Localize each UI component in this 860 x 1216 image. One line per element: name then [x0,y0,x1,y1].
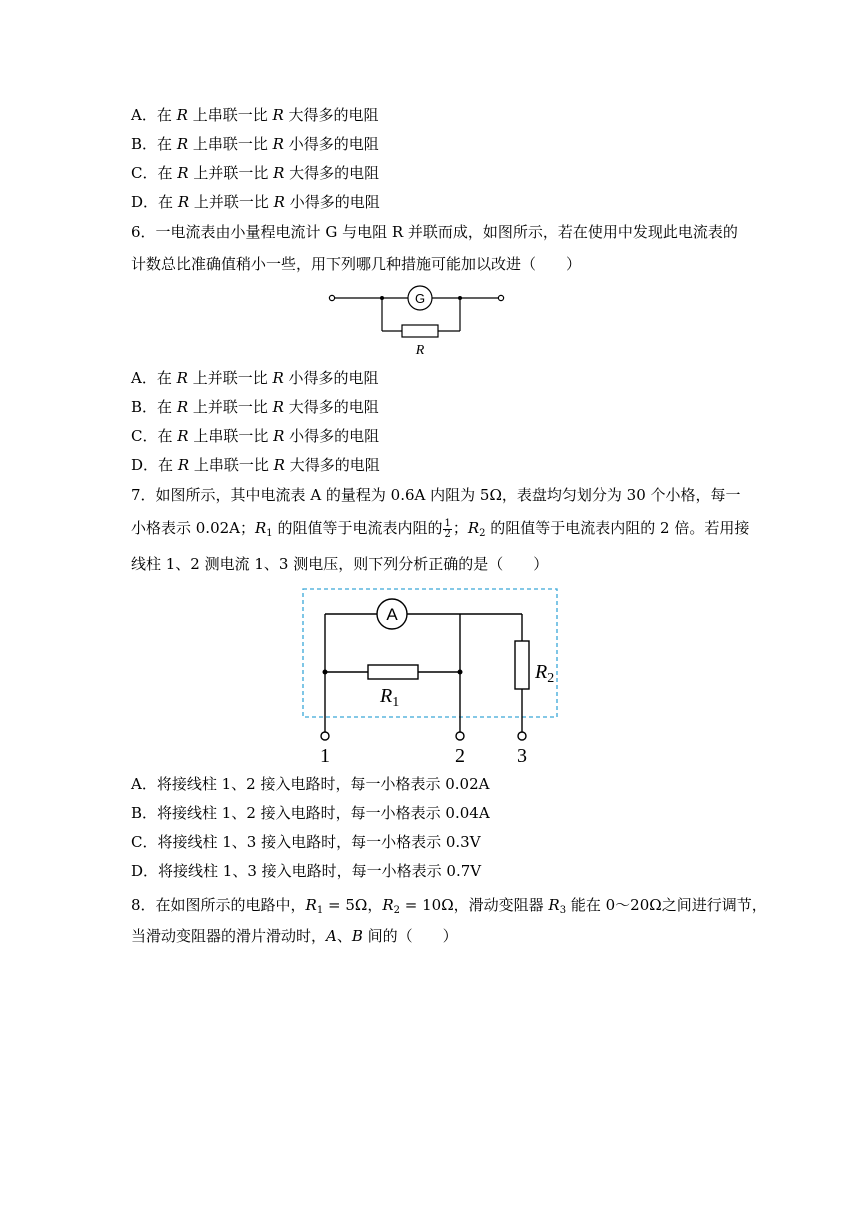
q6-option-b: B．在 R 上并联一比 R 大得多的电阻 [131,398,379,416]
q7-option-d: D．将接线柱 1、3 接入电路时，每一小格表示 0.7V [131,862,482,880]
one-half-fraction: $\frac{1}{2}$ [444,517,451,540]
q8-stem-line1: 8．在如图所示的电路中，$R_1 = 5\Omega$，$R_2 = 10\Omega$，滑动变阻器 $R_3$ 能在 0～20Ω之间进行调节， [131,896,767,916]
q5-option-d: D．在 R 上并联一比 R 小得多的电阻 [131,193,380,211]
q6-option-d: D．在 R 上串联一比 R 大得多的电阻 [131,456,380,474]
q5-option-b: B．在 R 上串联一比 R 小得多的电阻 [131,135,379,153]
q6-stem-line1: 6．一电流表由小量程电流计 G 与电阻 R 并联而成，如图所示，若在使用中发现此电流表的 [131,223,738,241]
q6-circuit-figure [320,282,520,360]
q7-option-b: B．将接线柱 1、2 接入电路时，每一小格表示 0.04A [131,804,490,822]
resistor-label: R [415,343,425,358]
terminal-2-label: 2 [455,745,465,767]
q6-option-a: A．在 R 上并联一比 R 小得多的电阻 [131,369,379,387]
q5-option-c: C．在 R 上并联一比 R 大得多的电阻 [131,164,380,182]
r1-label: $R_1$ [380,685,400,710]
r2-label: $R_2$ [535,661,555,686]
terminal-3-label: 3 [517,745,527,767]
q7-stem-line2: 小格表示 0.02A；$R_1$ 的阻值等于电流表内阻的 $\frac{1}{2}$ ；$R_2$ 的阻值等于电流表内阻的 2 倍。若用接 [131,517,750,540]
q7-option-a: A．将接线柱 1、2 接入电路时，每一小格表示 0.02A [131,775,490,793]
q5-option-a: A．在 R 上串联一比 R 大得多的电阻 [131,106,379,124]
q7-stem-line1: 7．如图所示，其中电流表 A 的量程为 0.6A 内阻为 5Ω，表盘均匀划分为 30 个小格，每一 [131,486,741,504]
q6-option-c: C．在 R 上串联一比 R 小得多的电阻 [131,427,380,445]
q6-stem-line2: 计数总比准确值稍小一些，用下列哪几种措施可能加以改进（ ） [131,255,582,273]
q8-stem-line2: 当滑动变阻器的滑片滑动时，A、B 间的（ ） [131,927,458,945]
q7-circuit-figure [300,586,565,766]
q7-stem-line3: 线柱 1、2 测电流 1、3 测电压，则下列分析正确的是（ ） [131,555,549,573]
q7-option-c: C．将接线柱 1、3 接入电路时，每一小格表示 0.3V [131,833,481,851]
ammeter-label: A [386,605,398,624]
terminal-1-label: 1 [320,745,330,767]
galvanometer-label: G [414,291,426,306]
